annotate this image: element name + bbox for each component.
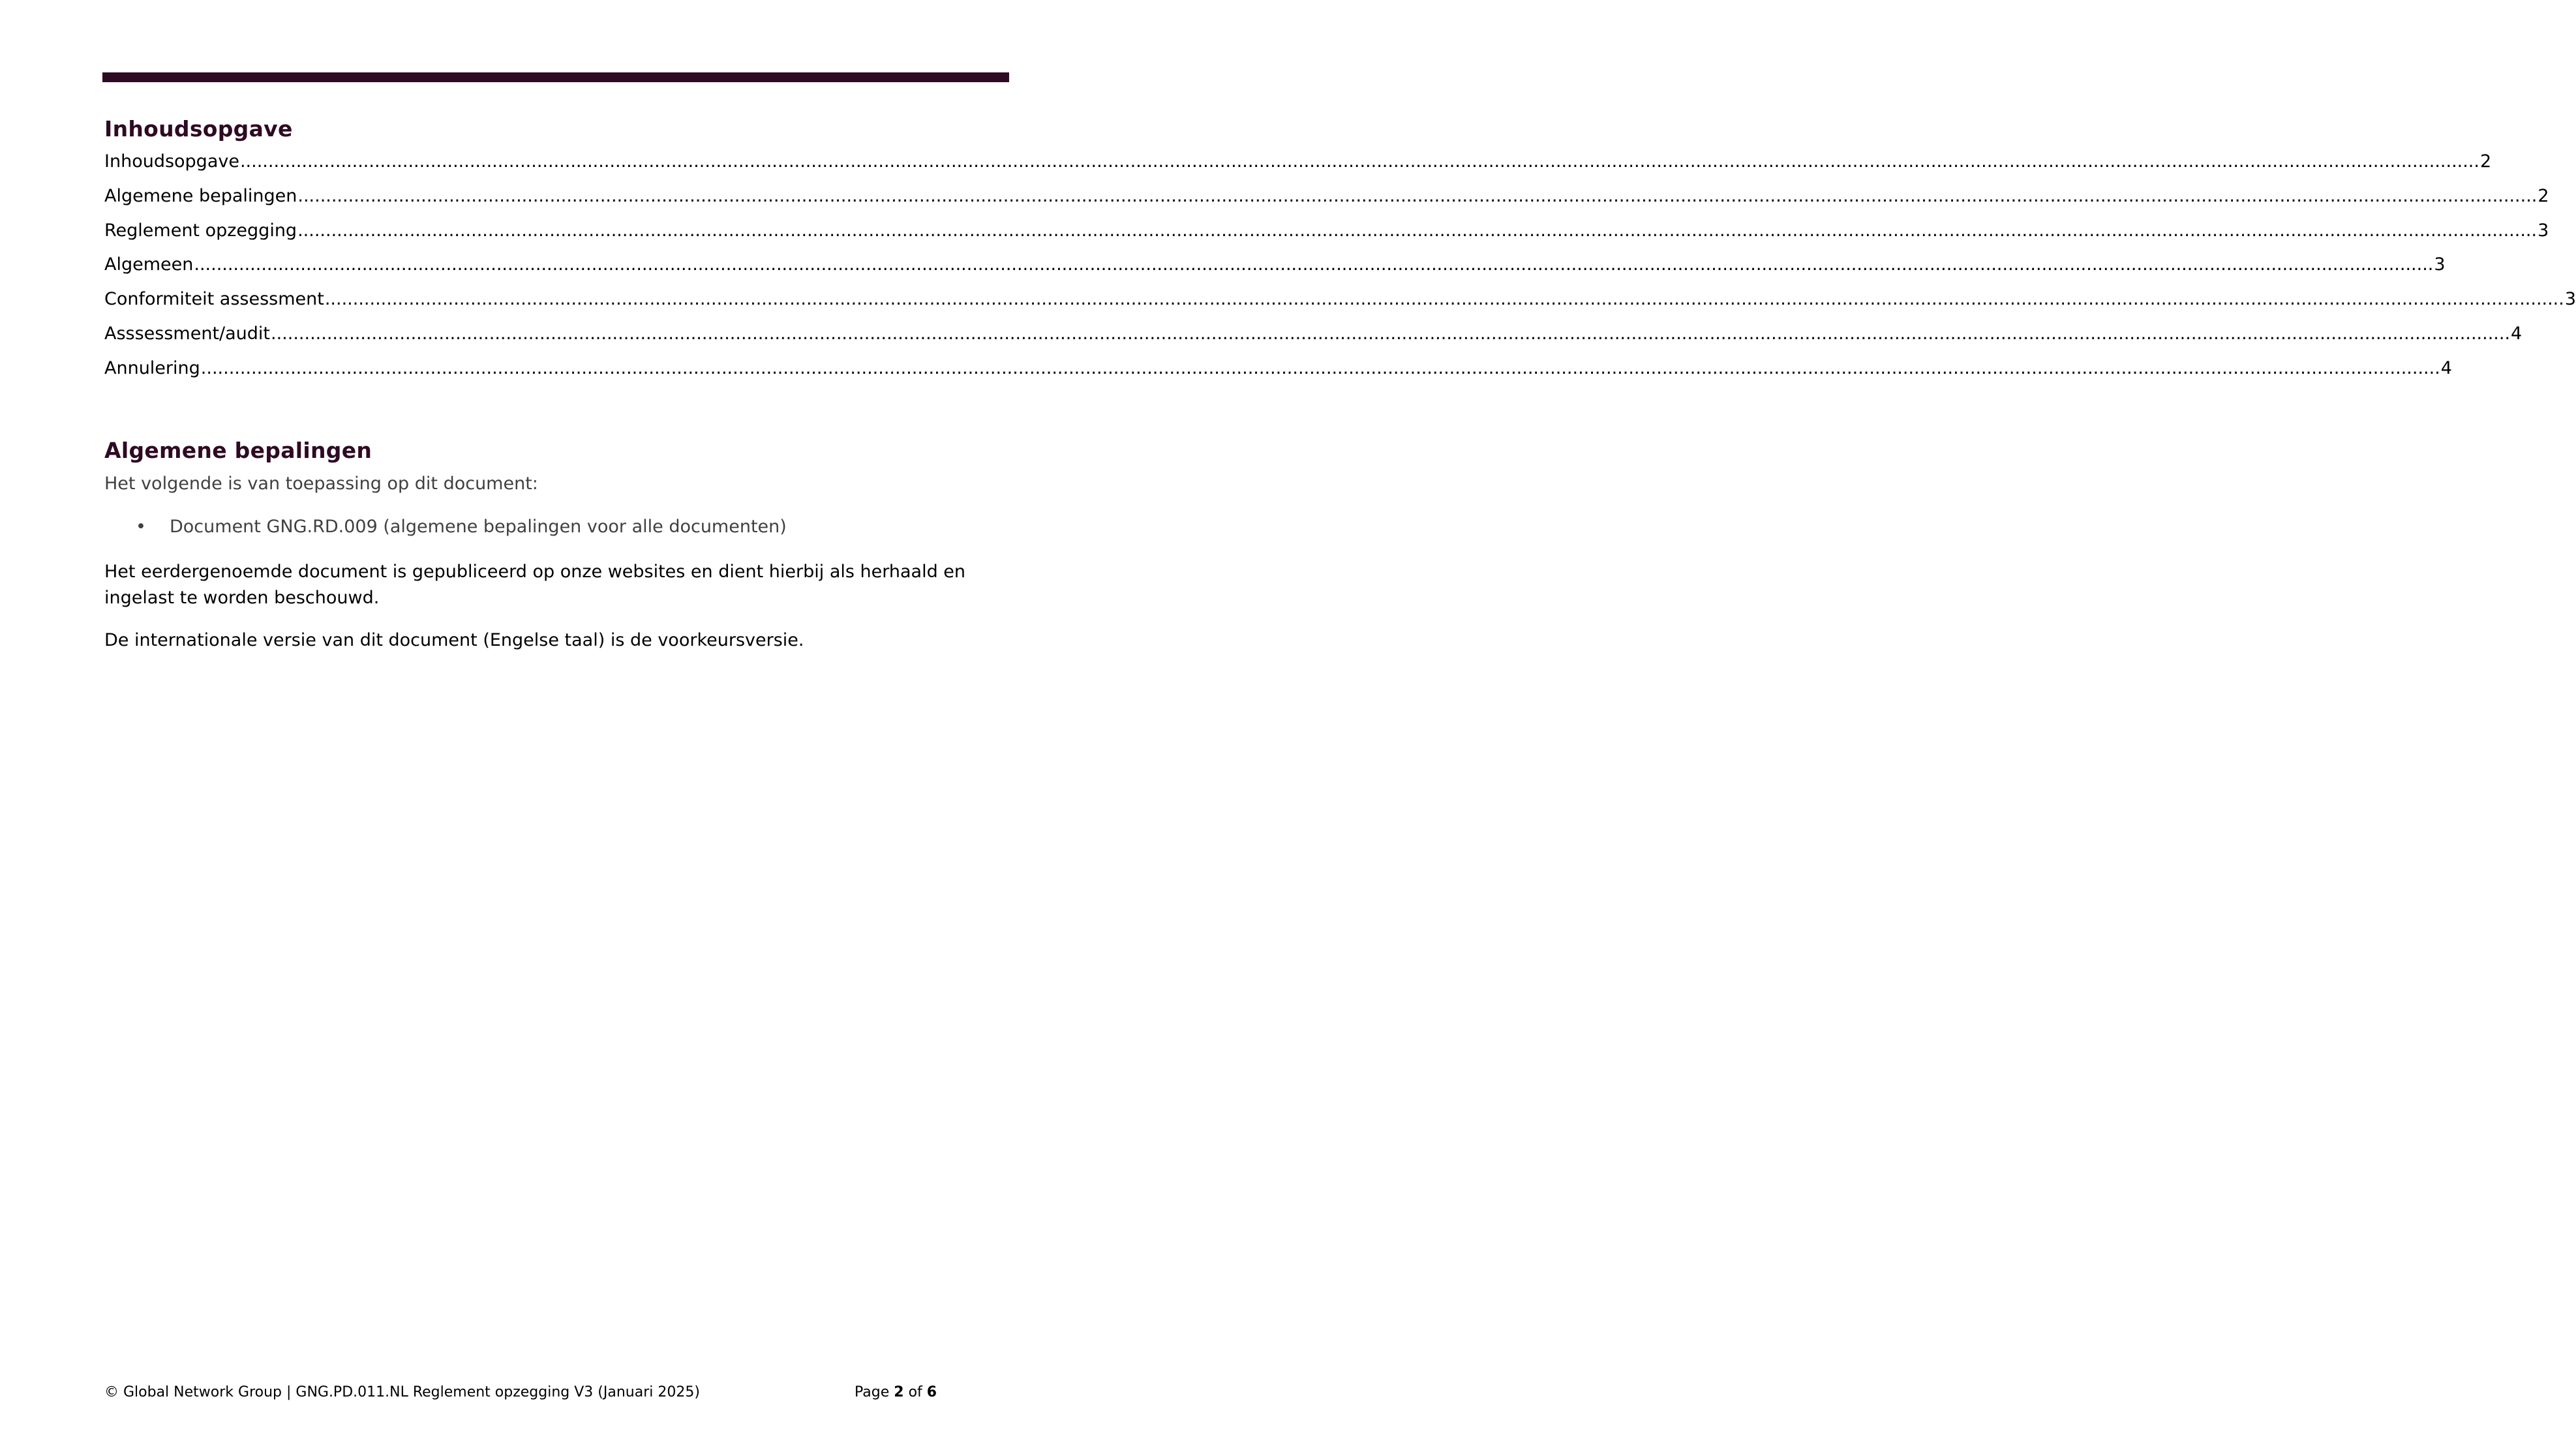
toc-entry-title: Algemeen [104,254,194,275]
toc-entry-title: Reglement opzegging [104,220,297,241]
bullet-text: Document GNG.RD.009 (algemene bepalingen voor alle documenten) [170,517,787,537]
toc-entry-annulering[interactable] [104,357,2452,393]
toc-entry-page: 2 [2538,185,2549,206]
page-label: Page [855,1384,890,1400]
toc-dot-leader: ................................................................................................................................................................................................................................................................................................................................................................................................................ [200,357,2440,378]
paragraph: Het eerdergenoemde document is gepubliceerd op onze websites en dient hierbij als herhaald en ingelast te worden beschouwd. [104,562,966,608]
toc-entry-algemene-bepalingen[interactable] [104,185,2549,220]
paragraph: De internationale versie van dit document (Engelse taal) is de voorkeursversie. [104,630,804,650]
page-total: 6 [926,1384,937,1400]
toc-entry-page: 3 [2564,289,2576,310]
toc-entry-page: 3 [2538,220,2549,241]
toc-dot-leader: ................................................................................................................................................................................................................................................................................................................................................................................................................ [297,220,2538,241]
header-rule [102,72,1009,82]
toc-dot-leader: ................................................................................................................................................................................................................................................................................................................................................................................................................ [239,151,2479,172]
page-number [855,1384,937,1400]
page-of-label: of [908,1384,922,1400]
toc-entry-title: Conformiteit assessment [104,289,324,310]
toc-entry-page: 4 [2511,323,2523,344]
footer-text: © Global Network Group | GNG.PD.011.NL Reglement opzegging V3 (Januari 2025) [104,1384,700,1400]
toc-entry-inhoudsopgave[interactable] [104,151,2492,186]
section-heading: Algemene bepalingen [104,438,372,463]
toc-entry-page: 3 [2434,254,2446,275]
table-of-contents [104,151,2576,393]
toc-dot-leader: ................................................................................................................................................................................................................................................................................................................................................................................................................ [324,289,2564,310]
bullet-list-item [136,517,787,537]
toc-entry-title: Algemene bepalingen [104,185,297,206]
toc-dot-leader: ................................................................................................................................................................................................................................................................................................................................................................................................................ [297,185,2538,206]
bullet-icon: • [136,517,146,537]
toc-dot-leader: ................................................................................................................................................................................................................................................................................................................................................................................................................ [194,254,2434,275]
toc-entry-page: 2 [2479,151,2492,172]
page-current: 2 [894,1384,904,1400]
toc-entry-title: Inhoudsopgave [104,151,239,172]
toc-entry-algemeen[interactable] [104,254,2446,289]
toc-entry-title: Annulering [104,357,200,378]
toc-heading: Inhoudsopgave [104,116,293,142]
toc-entry-page: 4 [2440,357,2452,378]
toc-entry-reglement-opzegging[interactable] [104,220,2549,255]
section-intro: Het volgende is van toepassing op dit document: [104,474,538,494]
toc-entry-conformiteit-assessment[interactable] [104,289,2576,324]
toc-entry-assessment-audit[interactable] [104,323,2523,358]
toc-dot-leader: ................................................................................................................................................................................................................................................................................................................................................................................................................ [271,323,2511,344]
toc-entry-title: Asssessment/audit [104,323,271,344]
